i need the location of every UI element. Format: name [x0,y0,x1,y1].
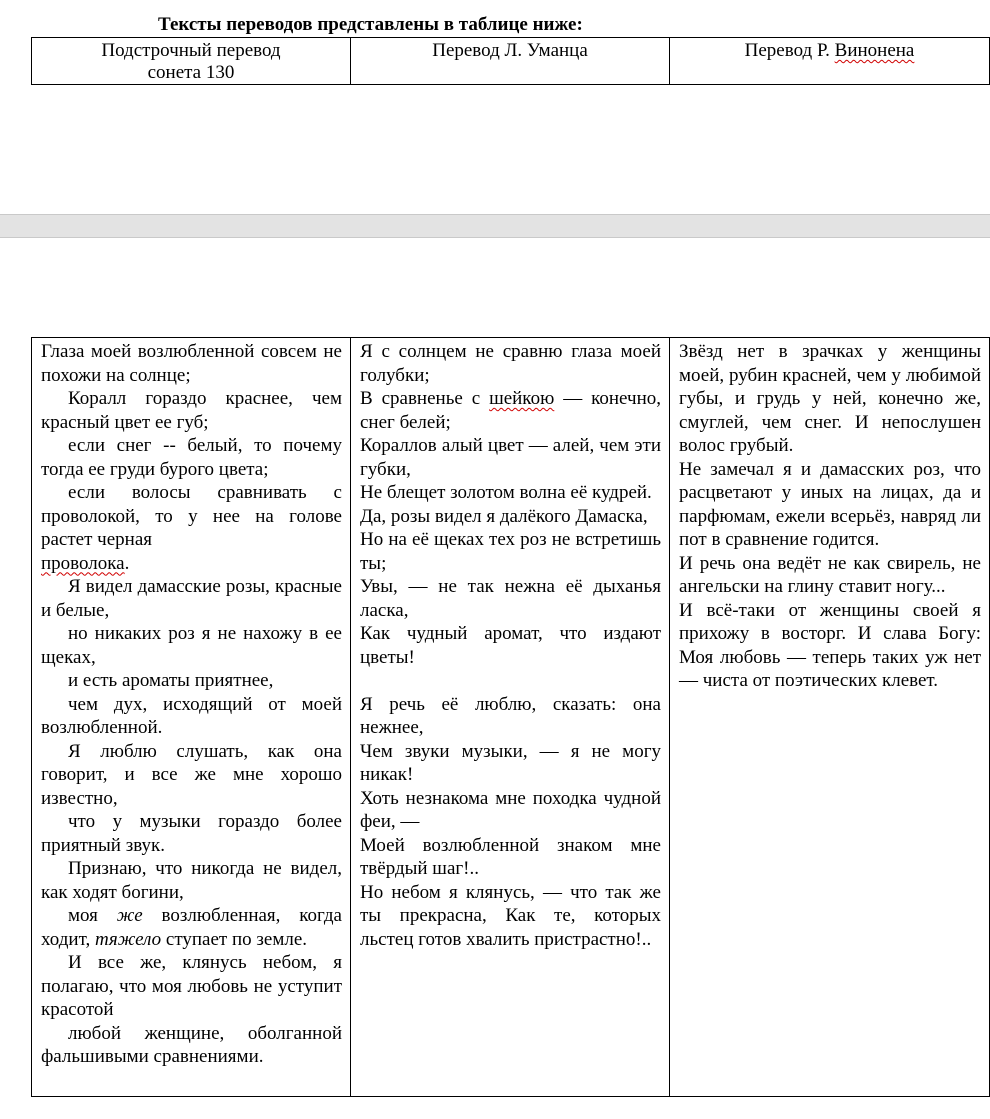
literal-line-2: Коралл гораздо краснее, чем красный цвет ее губ; [41,388,342,433]
umanets-line-12: Моей возлюбленной знаком мне твёрдый шаг!.. [360,834,661,879]
header-literal-line2: сонета 130 [147,62,235,83]
umanets-line-11: Хоть незнакома мне походка чудной феи, — [360,787,661,832]
literal-line-9: Я люблю слушать, как она говорит, и все же мне хорошо известно, [41,740,342,809]
header-literal-line1: Подстрочный перевод [101,40,281,61]
header-cell-literal [32,38,351,85]
vinonen-stanza-2: Не замечал я и дамасских роз, что расцветают у иных на лицах, да и парфюмам, ежели всерьёз, навряд ли пот в сравнение годится. [679,458,981,550]
literal-line-14: любой женщине, оболганной фальшивыми сравнениями. [41,1022,342,1067]
page-break-gap [0,214,990,238]
literal-line-12-emph-2: тяжело [94,928,162,950]
literal-line-6: но никаких роз я не нахожу в ее щеках, [41,623,342,668]
header-row [32,38,990,85]
header-umanets-label: Перевод Л. Уманца [432,40,588,61]
umanets-line-9: Я речь её люблю, сказать: она нежнее, [360,693,661,738]
umanets-word-neck: шейкою [489,388,555,409]
umanets-translation-cell [351,338,670,1097]
umanets-line-6: Но на её щеках тех роз не встретишь ты; [360,529,661,574]
header-vinonen-surname: Винонена [834,40,915,61]
umanets-line-2-b: — конечно, снег белей; [360,388,661,433]
vinonen-stanza-1: Звёзд нет в зрачках у женщины моей, рубин красней, чем у любимой губы, и грудь у ней, конечно же, смуглей, чем снег. И непослушен волос грубый. [679,341,981,456]
header-table [31,37,990,85]
translations-table [31,337,990,1097]
literal-line-12-c: ступает по земле. [161,928,308,950]
literal-word-wire: проволока [41,552,125,574]
literal-line-12 [41,904,342,951]
header-vinonen-prefix: Перевод Р. [744,40,835,61]
umanets-line-2 [360,387,661,434]
literal-line-3: если снег -- белый, то почему тогда ее груди бурого цвета; [41,435,342,480]
literal-line-4-end [41,552,342,576]
umanets-line-8: Как чудный аромат, что издают цветы! [360,623,661,668]
literal-line-8: чем дух, исходящий от моей возлюбленной. [41,693,342,738]
umanets-line-10: Чем звуки музыки, — я не могу никак! [360,740,661,785]
vinonen-translation-cell [670,338,990,1097]
literal-line-12-a: моя [68,905,117,926]
literal-line-11: Признаю, что никогда не видел, как ходят богини, [41,858,342,903]
header-cell-vinonen [670,38,990,85]
vinonen-stanza-3: И речь она ведёт не как свирель, не ангельски на глину ставит ногу... [679,552,981,597]
literal-line-4: если волосы сравнивать с проволокой, то у нее на голове растет черная [41,482,342,550]
umanets-line-4: Не блещет золотом волна её кудрей. [360,482,652,503]
literal-line-5: Я видел дамасские розы, красные и белые, [41,576,342,621]
umanets-line-1: Я с солнцем не сравню глаза моей голубки; [360,341,661,386]
literal-line-13: И все же, клянусь небом, я полагаю, что моя любовь не уступит красотой [41,952,342,1020]
page-heading: Тексты переводов представлены в таблице ниже: [158,14,583,35]
vinonen-stanza-4: И всё-таки от женщины своей я прихожу в восторг. И слава Богу: Моя любовь — теперь таких уж нет — чиста от поэтических клевет. [679,599,981,691]
literal-line-10: что у музыки гораздо более приятный звук. [41,811,342,856]
header-cell-umanets [351,38,670,85]
translations-row [32,338,990,1097]
umanets-line-5: Да, розы видел я далёкого Дамаска, [360,505,648,527]
literal-line-12-emph-1: же [116,905,143,926]
umanets-line-3: Кораллов алый цвет — алей, чем эти губки, [360,435,661,480]
umanets-line-2-a: В сравненье с [360,388,490,409]
stanza-gap [360,669,661,693]
literal-translation-cell [32,338,351,1097]
umanets-line-7: Увы, — не так нежна её дыханья ласка, [360,576,661,621]
literal-line-1: Глаза моей возлюбленной совсем не похожи на солнце; [41,341,342,386]
literal-period: . [124,552,130,574]
umanets-line-13: Но небом я клянусь, — что так же ты прекрасна, Как те, которых льстец готов хвалить пристрастно!.. [360,881,661,950]
literal-line-7: и есть ароматы приятнее, [68,670,274,691]
literal-line-12-b: возлюбленная, когда ходит, [41,905,342,950]
